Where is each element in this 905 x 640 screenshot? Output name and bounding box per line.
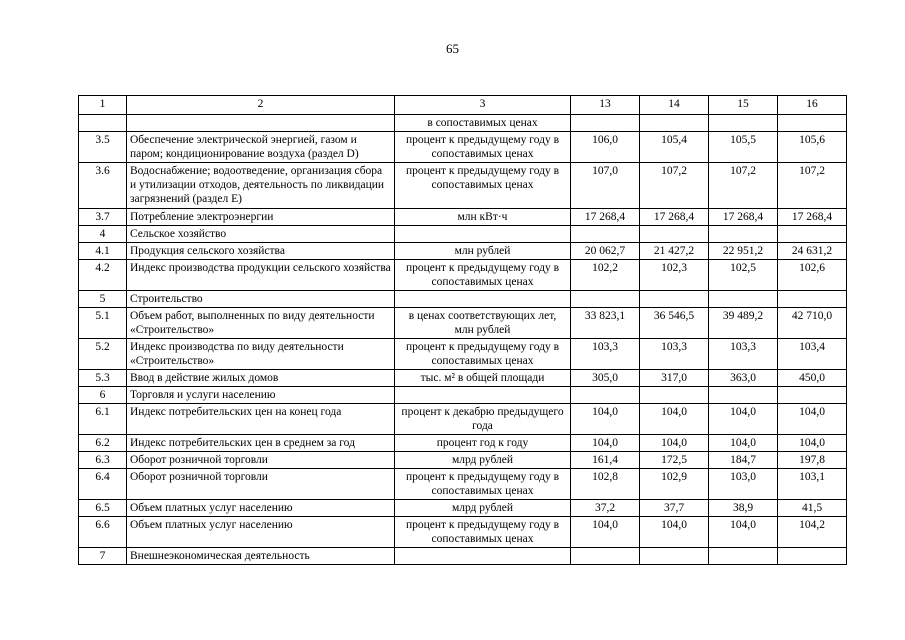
row-number-cell: 7 [79,548,127,565]
unit-cell [395,226,571,243]
unit-cell: млрд рублей [395,452,571,469]
row-number-cell: 6.6 [79,517,127,548]
value-14-cell: 21 427,2 [640,243,709,260]
value-15-cell: 17 268,4 [709,209,778,226]
value-14-cell: 317,0 [640,370,709,387]
indicator-name-cell: Объем платных услуг населению [127,517,395,548]
table-row [79,226,847,243]
table-row [79,469,847,500]
value-16-cell [778,387,847,404]
row-number-cell: 5.2 [79,339,127,370]
value-16-cell: 103,4 [778,339,847,370]
indicator-name-cell: Индекс потребительских цен в среднем за год [127,435,395,452]
indicator-name-cell [127,115,395,132]
table-row [79,308,847,339]
value-13-cell: 17 268,4 [571,209,640,226]
table-row [79,339,847,370]
row-number-cell: 6.3 [79,452,127,469]
value-15-cell: 104,0 [709,435,778,452]
unit-cell: в ценах соответствующих лет, млн рублей [395,308,571,339]
value-13-cell: 33 823,1 [571,308,640,339]
unit-cell: процент к предыдущему году в сопоставимых ценах [395,132,571,163]
value-13-cell: 104,0 [571,435,640,452]
table-row [79,115,847,132]
header-cell: 2 [127,96,395,115]
value-16-cell: 102,6 [778,260,847,291]
row-number-cell: 6.4 [79,469,127,500]
row-number-cell: 3.6 [79,163,127,209]
table-row [79,291,847,308]
unit-cell: процент к предыдущему году в сопоставимых ценах [395,339,571,370]
value-15-cell [709,226,778,243]
unit-cell: тыс. м² в общей площади [395,370,571,387]
indicator-name-cell: Обеспечение электрической энергией, газом и паром; кондиционирование воздуха (раздел D) [127,132,395,163]
row-number-cell: 6.1 [79,404,127,435]
value-14-cell: 104,0 [640,404,709,435]
indicator-name-cell: Торговля и услуги населению [127,387,395,404]
table-row [79,517,847,548]
value-15-cell: 103,3 [709,339,778,370]
value-14-cell: 105,4 [640,132,709,163]
row-number-cell: 6.5 [79,500,127,517]
value-14-cell: 104,0 [640,517,709,548]
table-row [79,500,847,517]
unit-cell: процент к предыдущему году в сопоставимых ценах [395,260,571,291]
value-13-cell [571,291,640,308]
table-row [79,452,847,469]
table-row [79,387,847,404]
row-number-cell: 5.3 [79,370,127,387]
indicator-name-cell: Водоснабжение; водоотведение, организация сбора и утилизации отходов, деятельность по ликвидации загрязнений (раздел E) [127,163,395,209]
row-number-cell: 5 [79,291,127,308]
value-16-cell: 24 631,2 [778,243,847,260]
indicator-name-cell: Индекс потребительских цен на конец года [127,404,395,435]
value-15-cell: 103,0 [709,469,778,500]
table-row [79,209,847,226]
row-number-cell: 4 [79,226,127,243]
unit-cell: процент к декабрю предыдущего года [395,404,571,435]
indicator-name-cell: Продукция сельского хозяйства [127,243,395,260]
value-14-cell: 102,9 [640,469,709,500]
value-14-cell [640,291,709,308]
value-15-cell [709,548,778,565]
header-cell: 13 [571,96,640,115]
row-number-cell: 4.2 [79,260,127,291]
value-16-cell [778,226,847,243]
value-15-cell: 105,5 [709,132,778,163]
value-15-cell: 39 489,2 [709,308,778,339]
value-15-cell: 104,0 [709,517,778,548]
unit-cell: процент к предыдущему году в сопоставимых ценах [395,517,571,548]
row-number-cell: 6.2 [79,435,127,452]
value-14-cell [640,548,709,565]
indicator-name-cell: Внешнеэкономическая деятельность [127,548,395,565]
value-15-cell [709,291,778,308]
value-13-cell: 20 062,7 [571,243,640,260]
header-row [79,96,847,115]
unit-cell [395,548,571,565]
value-14-cell: 102,3 [640,260,709,291]
table-row [79,404,847,435]
unit-cell: процент год к году [395,435,571,452]
unit-cell: процент к предыдущему году в сопоставимых ценах [395,469,571,500]
value-14-cell: 172,5 [640,452,709,469]
unit-cell: млрд рублей [395,500,571,517]
table-row [79,370,847,387]
table-row [79,132,847,163]
row-number-cell: 4.1 [79,243,127,260]
row-number-cell: 5.1 [79,308,127,339]
value-14-cell [640,387,709,404]
indicator-name-cell: Объем платных услуг населению [127,500,395,517]
value-15-cell: 22 951,2 [709,243,778,260]
table-row [79,260,847,291]
table-row [79,548,847,565]
page-number: 65 [446,41,459,56]
indicator-name-cell: Сельское хозяйство [127,226,395,243]
value-15-cell: 184,7 [709,452,778,469]
value-15-cell: 102,5 [709,260,778,291]
value-14-cell: 104,0 [640,435,709,452]
unit-cell [395,291,571,308]
table-row [79,243,847,260]
value-14-cell: 107,2 [640,163,709,209]
indicator-name-cell: Оборот розничной торговли [127,452,395,469]
value-16-cell: 41,5 [778,500,847,517]
value-16-cell: 450,0 [778,370,847,387]
value-13-cell: 103,3 [571,339,640,370]
value-13-cell [571,226,640,243]
value-15-cell: 107,2 [709,163,778,209]
value-13-cell [571,387,640,404]
value-14-cell [640,226,709,243]
value-13-cell [571,548,640,565]
header-cell: 16 [778,96,847,115]
value-16-cell: 17 268,4 [778,209,847,226]
table-row [79,163,847,209]
header-cell: 14 [640,96,709,115]
row-number-cell: 3.7 [79,209,127,226]
value-13-cell: 161,4 [571,452,640,469]
indicator-name-cell: Ввод в действие жилых домов [127,370,395,387]
value-13-cell: 104,0 [571,404,640,435]
value-15-cell [709,115,778,132]
unit-cell: млн кВт·ч [395,209,571,226]
header-cell: 1 [79,96,127,115]
value-15-cell: 363,0 [709,370,778,387]
indicator-name-cell: Индекс производства продукции сельского хозяйства [127,260,395,291]
row-number-cell: 3.5 [79,132,127,163]
unit-cell: процент к предыдущему году в сопоставимых ценах [395,163,571,209]
indicator-name-cell: Объем работ, выполненных по виду деятельности «Строительство» [127,308,395,339]
row-number-cell [79,115,127,132]
value-16-cell: 42 710,0 [778,308,847,339]
value-13-cell: 102,2 [571,260,640,291]
value-16-cell [778,548,847,565]
indicator-name-cell: Строительство [127,291,395,308]
indicator-name-cell: Индекс производства по виду деятельности «Строительство» [127,339,395,370]
value-15-cell [709,387,778,404]
value-13-cell: 37,2 [571,500,640,517]
header-cell: 3 [395,96,571,115]
value-16-cell: 107,2 [778,163,847,209]
value-16-cell: 104,0 [778,435,847,452]
unit-cell [395,387,571,404]
value-16-cell: 104,0 [778,404,847,435]
value-14-cell: 36 546,5 [640,308,709,339]
value-16-cell: 105,6 [778,132,847,163]
value-14-cell: 17 268,4 [640,209,709,226]
value-13-cell: 107,0 [571,163,640,209]
indicator-name-cell: Потребление электроэнергии [127,209,395,226]
value-16-cell: 104,2 [778,517,847,548]
value-13-cell [571,115,640,132]
value-16-cell [778,115,847,132]
value-14-cell: 37,7 [640,500,709,517]
value-16-cell [778,291,847,308]
value-15-cell: 104,0 [709,404,778,435]
value-13-cell: 305,0 [571,370,640,387]
value-13-cell: 104,0 [571,517,640,548]
indicator-name-cell: Оборот розничной торговли [127,469,395,500]
unit-cell: в сопоставимых ценах [395,115,571,132]
value-13-cell: 106,0 [571,132,640,163]
value-13-cell: 102,8 [571,469,640,500]
indicators-table [78,95,847,565]
value-14-cell [640,115,709,132]
row-number-cell: 6 [79,387,127,404]
value-16-cell: 103,1 [778,469,847,500]
table-row [79,435,847,452]
unit-cell: млн рублей [395,243,571,260]
value-15-cell: 38,9 [709,500,778,517]
value-16-cell: 197,8 [778,452,847,469]
value-14-cell: 103,3 [640,339,709,370]
header-cell: 15 [709,96,778,115]
